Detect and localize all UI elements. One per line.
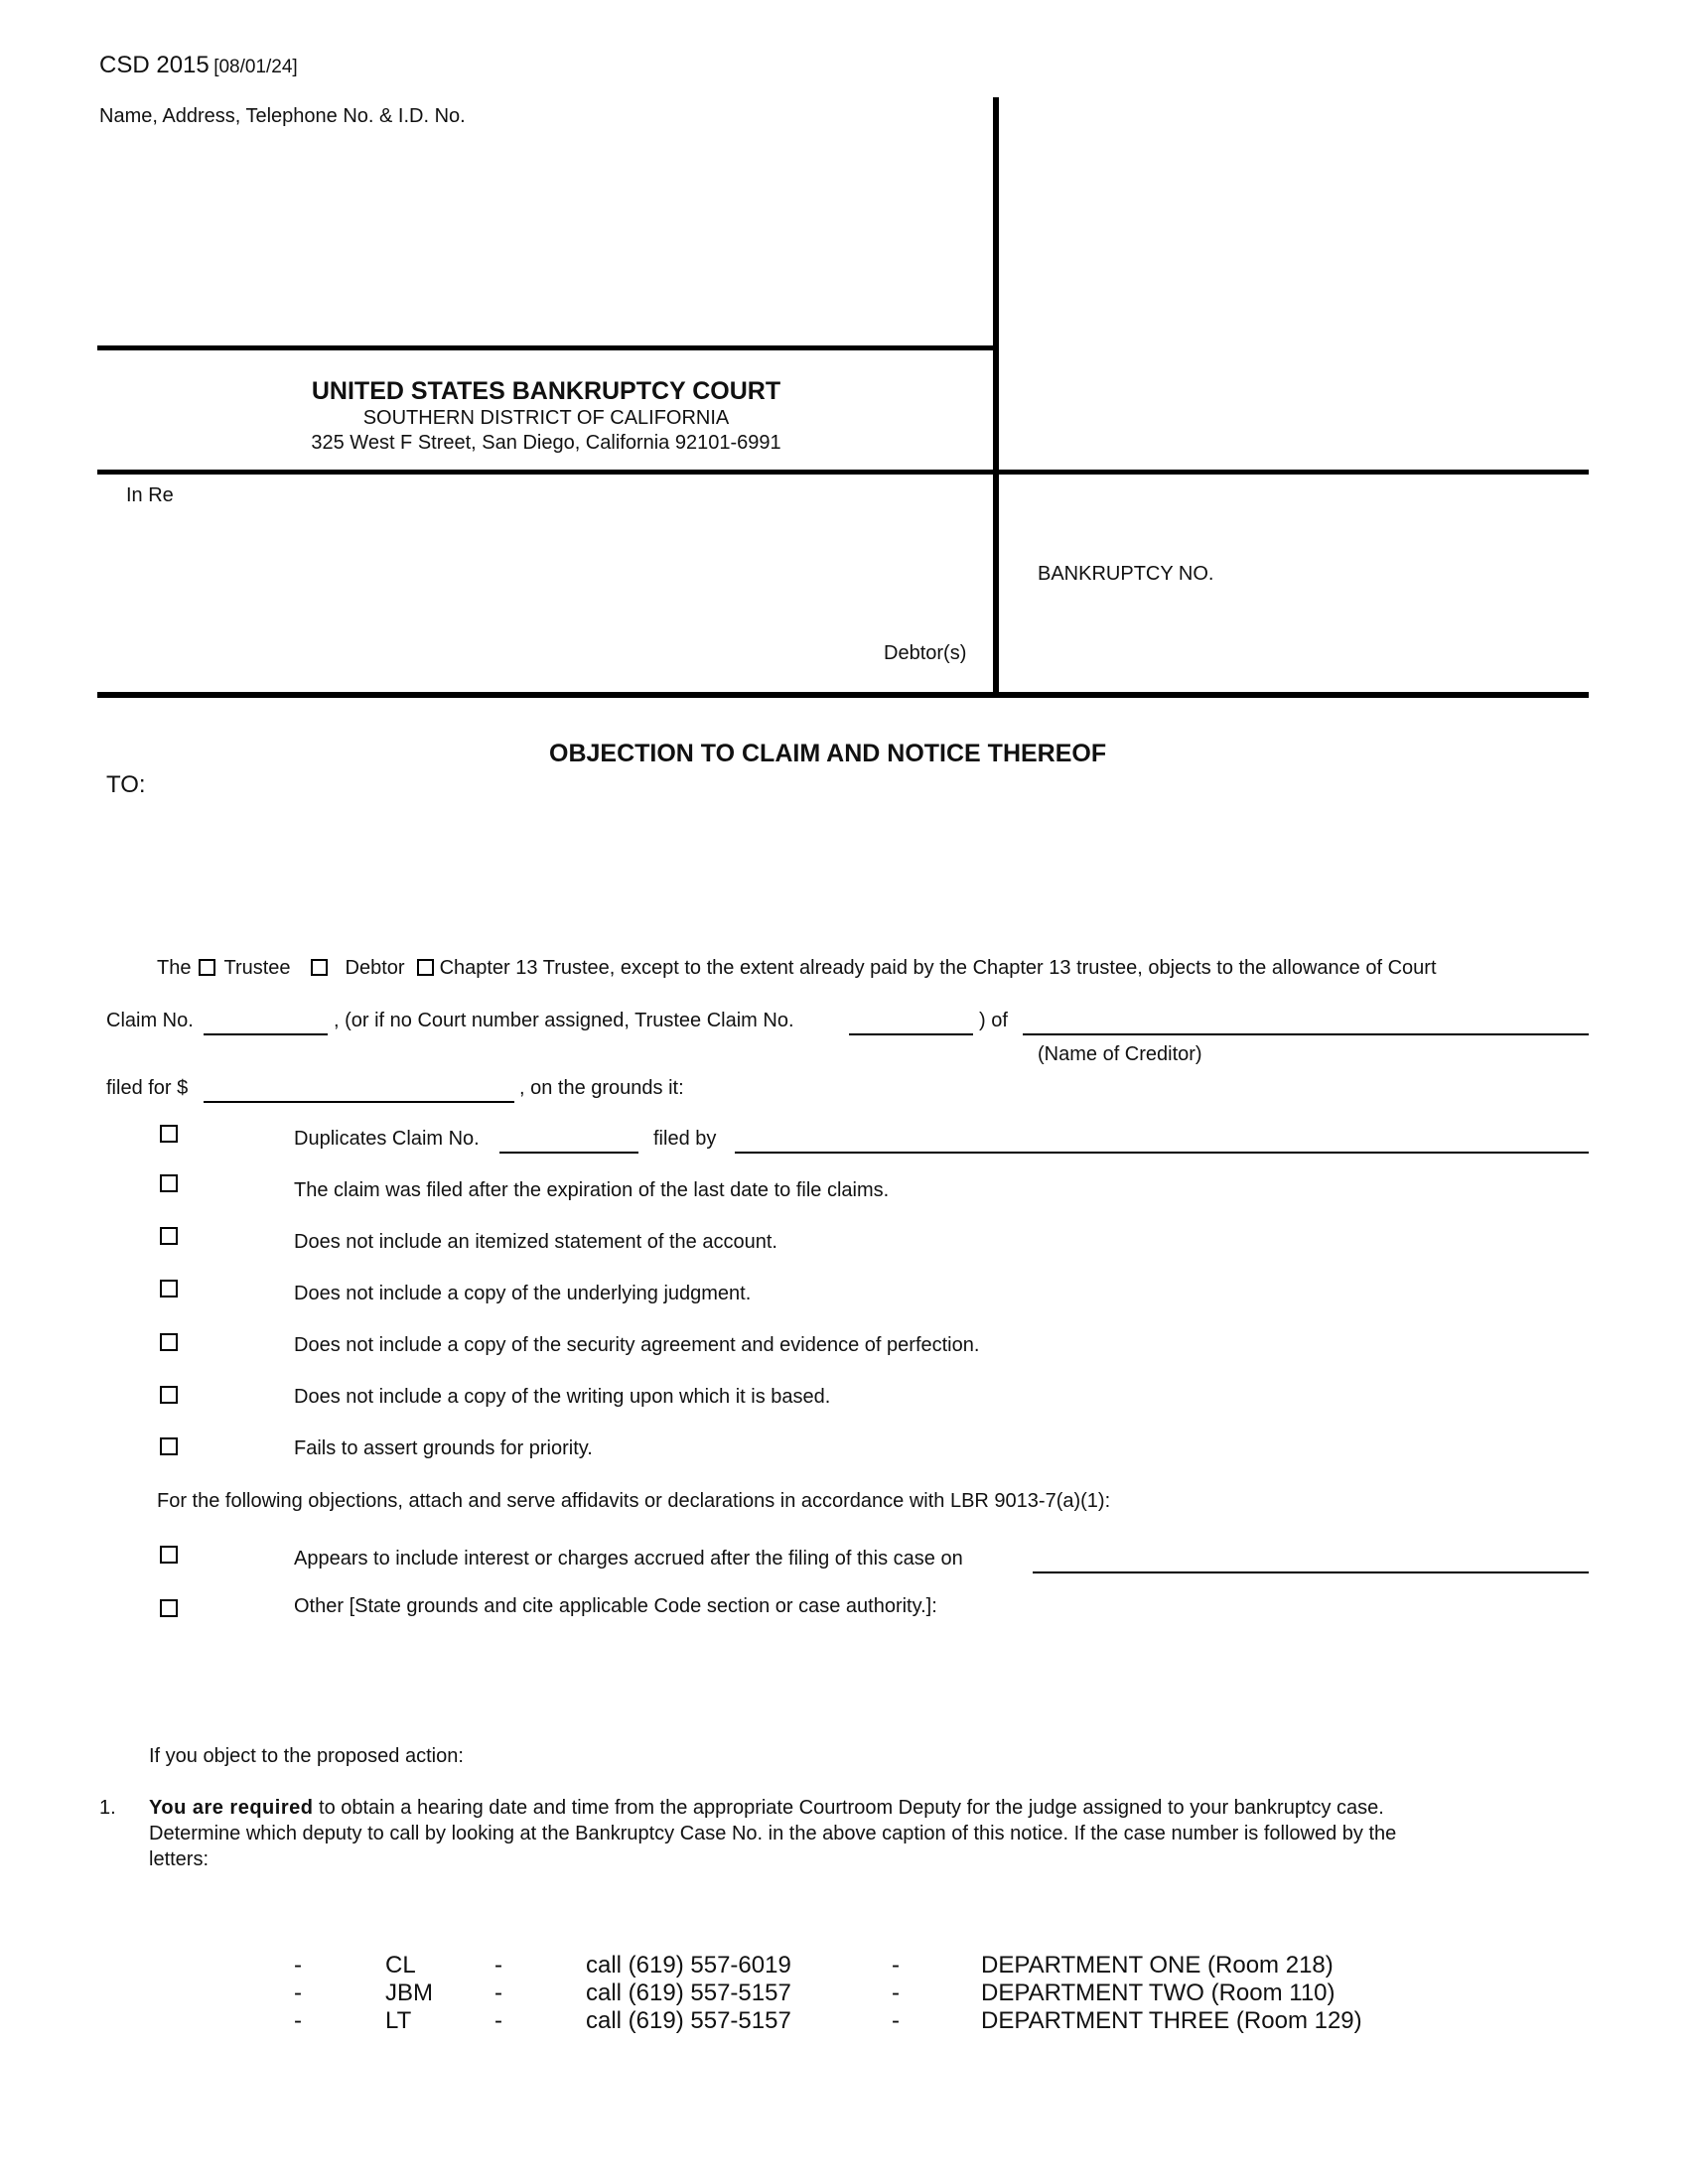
ch13-trustee-checkbox[interactable] [417,959,434,976]
objector-prefix: The [157,957,192,979]
filed-by-label: filed by [653,1128,717,1150]
duplicates-label: Duplicates Claim No. [294,1128,480,1150]
court-district: SOUTHERN DISTRICT OF CALIFORNIA [362,407,730,429]
creditor-name-caption: (Name of Creditor) [1038,1043,1202,1065]
court-address: 325 West F Street, San Diego, California 92101-6991 [311,432,781,454]
security-label: Does not include a copy of the security agreement and evidence of perfection. [294,1334,980,1356]
late-filed-checkbox[interactable] [160,1174,178,1192]
claim-no-label: Claim No. [106,1010,194,1031]
caption-vertical-divider [993,97,999,693]
trustee-claim-text: , (or if no Court number assigned, Trustee Claim No. [334,1010,794,1031]
itemized-label: Does not include an itemized statement of the account. [294,1231,777,1253]
item1-line3: letters: [149,1848,210,1870]
grounds-label: , on the grounds it: [519,1077,684,1099]
affidavit-note: For the following objections, attach and serve affidavits or declarations in accordance with LBR 9013-7(a)(1): [157,1490,1111,1512]
table-row [0,1952,1688,1981]
form-code: CSD 2015 [99,52,210,78]
form-date: [08/01/24] [213,57,298,77]
name-address-label: Name, Address, Telephone No. & I.D. No. [99,105,466,127]
filed-by-field[interactable] [735,1152,1589,1154]
filing-date-field[interactable] [1033,1571,1589,1573]
trustee-claim-no-field[interactable] [849,1033,973,1035]
caption-line-attorney [97,345,997,350]
form-id [99,52,298,79]
writing-label: Does not include a copy of the writing upon which it is based. [294,1386,831,1408]
court-claim-no-field[interactable] [204,1033,328,1035]
other-label: Other [State grounds and cite applicable Code section or case authority.]: [294,1595,937,1617]
judgment-label: Does not include a copy of the underlying judgment. [294,1283,752,1304]
claim-amount-field[interactable] [204,1101,514,1103]
bankruptcy-no-label: BANKRUPTCY NO. [1038,563,1214,585]
dept-code: CL [385,1952,416,1979]
creditor-name-field[interactable] [1023,1033,1589,1035]
dept-code: JBM [385,1979,433,2006]
other-checkbox[interactable] [160,1599,178,1617]
duplicates-checkbox[interactable] [160,1125,178,1143]
dash: - [892,2007,900,2034]
item1-line2: Determine which deputy to call by looking at the Bankruptcy Case No. in the above caption of this notice. If the case number is followed by the [149,1823,1397,1844]
of-label: ) of [979,1010,1008,1031]
in-re-label: In Re [126,484,174,506]
dept-phone: call (619) 557-5157 [586,2007,791,2034]
caption-line-court [97,470,1589,475]
trustee-label: Trustee [223,957,291,979]
item1-bold: You are required [149,1797,314,1819]
court-name: UNITED STATES BANKRUPTCY COURT [311,377,781,405]
interest-checkbox[interactable] [160,1546,178,1564]
item1-line1 [149,1797,1384,1820]
instructions-intro: If you object to the proposed action: [149,1745,464,1767]
priority-label: Fails to assert grounds for priority. [294,1437,593,1459]
dept-code: LT [385,2007,412,2034]
debtor-checkbox[interactable] [311,959,328,976]
dept-name: DEPARTMENT TWO (Room 110) [981,1979,1336,2006]
interest-label: Appears to include interest or charges accrued after the filing of this case on [294,1548,963,1570]
duplicate-claim-no-field[interactable] [499,1152,638,1154]
debtors-label: Debtor(s) [884,642,967,664]
page-title: OBJECTION TO CLAIM AND NOTICE THEREOF [549,740,1107,767]
dash: - [494,1979,502,2006]
dept-phone: call (619) 557-6019 [586,1952,791,1979]
security-checkbox[interactable] [160,1333,178,1351]
trustee-checkbox[interactable] [199,959,215,976]
late-filed-label: The claim was filed after the expiration of the last date to file claims. [294,1179,890,1201]
priority-checkbox[interactable] [160,1437,178,1455]
dash: - [294,2007,302,2034]
table-row [0,2007,1688,2037]
itemized-checkbox[interactable] [160,1227,178,1245]
dept-name: DEPARTMENT ONE (Room 218) [981,1952,1334,1979]
dept-name: DEPARTMENT THREE (Room 129) [981,2007,1362,2034]
dash: - [294,1979,302,2006]
item1-number: 1. [99,1797,116,1819]
to-label: TO: [106,771,146,798]
dept-phone: call (619) 557-5157 [586,1979,791,2006]
ch13-trustee-label: Chapter 13 Trustee, except to the extent already paid by the Chapter 13 trustee, objects to the allowance of Court [439,957,1437,979]
caption-line-bottom [97,692,1589,698]
filed-for-label: filed for $ [106,1077,189,1099]
dash: - [494,1952,502,1979]
item1-rest: to obtain a hearing date and time from the appropriate Courtroom Deputy for the judge assigned to your bankruptcy case. [313,1797,1384,1819]
dash: - [294,1952,302,1979]
dash: - [494,2007,502,2034]
objector-line [157,957,1437,980]
writing-checkbox[interactable] [160,1386,178,1404]
debtor-label: Debtor [345,957,405,979]
table-row [0,1979,1688,2009]
dash: - [892,1952,900,1979]
judgment-checkbox[interactable] [160,1280,178,1297]
dash: - [892,1979,900,2006]
